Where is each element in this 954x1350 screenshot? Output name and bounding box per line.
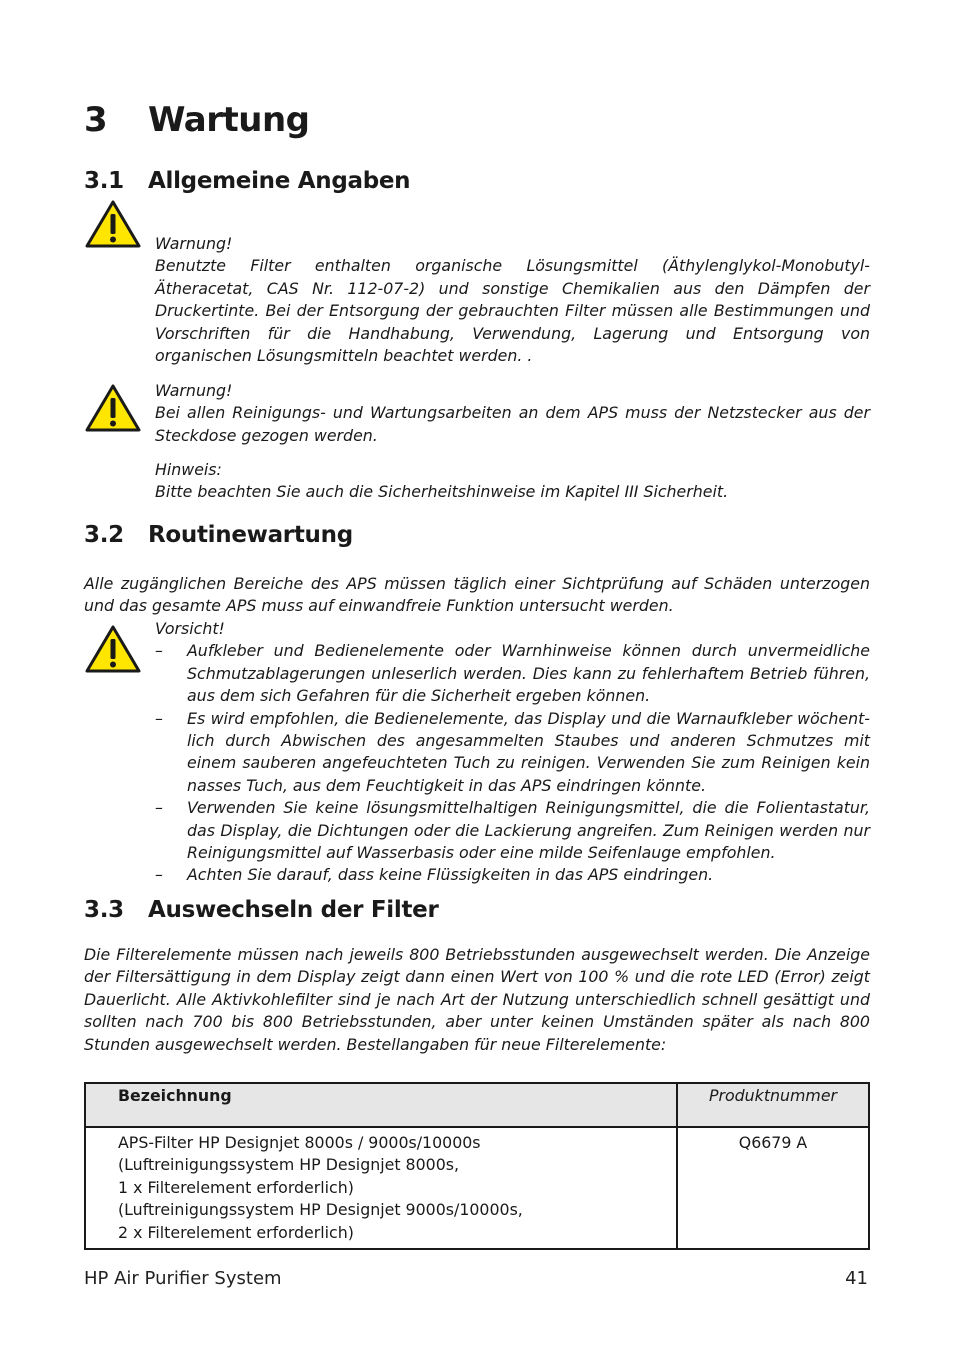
section-number: 3.3 [84,897,124,923]
caution-list [155,640,870,886]
warning-block-1 [155,233,870,367]
warning-block-2 [155,380,870,447]
cell-line: 2 x Filterelement erforderlich) [118,1222,354,1242]
list-item [155,864,870,886]
cell-line: (Luftreinigungssystem HP Designjet 9000s/10000s, [118,1200,523,1220]
list-item-text: Es wird empfohlen, die Bedienelemente, das Display und die Warnaufkleber wöchent-lich durch Abwischen des angesammelten Staubes und anderen Schmutzes mit einem sauberen angefeuchteten Tuch zu reinigen. Verwenden Sie zum Reinigen kein nasses Tuch, aus dem Feuchtigkeit in das APS eindringen könnte. [187,708,870,795]
section-title: Allgemeine Angaben [148,168,411,194]
routine-intro-text: Alle zugänglichen Bereiche des APS müssen täglich einer Sichtprüfung auf Schäden unterzogen und das gesamte APS muss auf einwandfreie Funktion untersucht werden. [84,574,870,616]
cell-line: 1 x Filterelement erforderlich) [118,1177,354,1197]
filter-intro [84,944,870,1056]
list-dash: – [155,641,163,661]
table-cell-name [85,1127,677,1249]
warning-triangle-icon [84,199,142,249]
table-header-row [85,1083,869,1127]
chapter-title [84,100,310,140]
warning-label: Warnung! [155,234,233,253]
list-item [155,797,870,864]
caution-label: Vorsicht! [155,619,225,638]
table-row [85,1127,869,1249]
list-dash: – [155,798,163,818]
list-dash: – [155,708,163,728]
table-header-number: Produktnummer [677,1083,869,1127]
note-text: Bitte beachten Sie auch die Sicherheitshinweise im Kapitel III Sicherheit. [155,482,729,502]
filter-table [84,1082,870,1250]
footer-title: HP Air Purifier System [84,1268,282,1289]
section-number: 3.1 [84,168,124,194]
routine-intro [84,573,870,618]
warning-text: Benutzte Filter enthalten organische Lösungsmittel (Äthylenglykol-Monobutyl-Ätheracetat, CAS Nr. 112-07-2) und sonstige Chemikalien aus den Dämpfen der Druckertinte. Bei der Entsorgung der gebrauchten Filter müssen alle Bestimmungen und Vorschriften für die Handhabung, Verwendung, Lagerung und Entsorgung von organischen Lösungsmitteln beachtet werden. . [155,256,870,366]
list-dash: – [155,865,163,885]
note-label: Hinweis: [155,460,222,479]
warning-triangle-icon [84,383,142,433]
section-heading-3-1 [84,168,410,194]
warning-triangle-icon [84,624,142,674]
list-item [155,708,870,798]
note-block [155,459,870,504]
list-item [155,640,870,707]
section-heading-3-3 [84,897,439,923]
warning-text: Bei allen Reinigungs- und Wartungsarbeiten an dem APS muss der Netzstecker aus der Steckdose gezogen werden. [155,403,870,445]
caution-block [155,618,870,887]
cell-line: APS-Filter HP Designjet 8000s / 9000s/10000s [118,1133,481,1152]
table-cell-number: Q6679 A [677,1127,869,1249]
chapter-number: 3 [84,100,108,140]
cell-line: (Luftreinigungssystem HP Designjet 8000s, [118,1155,460,1175]
section-number: 3.2 [84,522,124,548]
warning-label: Warnung! [155,381,233,400]
section-title: Auswechseln der Filter [148,897,439,923]
section-title: Routinewartung [148,522,353,548]
page-number: 41 [845,1268,868,1289]
chapter-title-text: Wartung [148,100,310,140]
section-heading-3-2 [84,522,353,548]
list-item-text: Achten Sie darauf, dass keine Flüssigkeiten in das APS eindringen. [187,865,714,885]
table-header-name: Bezeichnung [85,1083,677,1127]
filter-intro-text: Die Filterelemente müssen nach jeweils 800 Betriebsstunden ausgewechselt werden. Die Anzeige der Filtersättigung in dem Display zeigt dann einen Wert von 100 % und die rote LED (Error) zeigt Dauerlicht. Alle Aktivkohlefilter sind je nach Art der Nutzung unterschiedlich schnell gesättigt und sollten nach 700 bis 800 Betriebsstunden, aber unter keinen Umständen später als nach 800 Stunden ausgewechselt werden. Bestellangaben für neue Filterelemente: [84,945,870,1054]
list-item-text: Verwenden Sie keine lösungsmittelhaltigen Reinigungsmittel, die die Folientastatur, das Display, die Dichtungen oder die Lackierung angreifen. Zum Reinigen werden nur Reinigungsmittel auf Wasserbasis oder eine milde Seifenlauge empfohlen. [187,798,870,863]
list-item-text: Aufkleber und Bedienelemente oder Warnhinweise können durch unvermeidliche Schmutzablagerungen unleserlich werden. Dies kann zu fehlerhaftem Betrieb führen, aus dem sich Gefahren für die Sicherheit ergeben können. [187,641,870,706]
